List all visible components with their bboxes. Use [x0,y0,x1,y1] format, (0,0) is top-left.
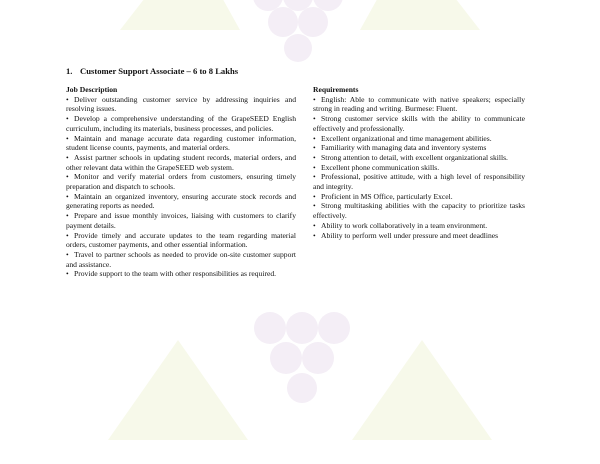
bullet-icon: • [313,94,316,104]
requirement-item-text: Excellent organizational and time management abilities. [321,133,492,143]
requirement-item-text: Ability to perform well under pressure and meet deadlines [321,230,499,240]
requirement-item-text: Strong attention to detail, with excellent organizational skills. [321,152,508,162]
bullet-icon: • [66,152,69,162]
job-description-item-text: Assist partner schools in updating student records, material orders, and other relevant data within the GrapeSEED web system. [66,152,296,172]
requirement-item-text: Professional, positive attitude, with a high level of responsibility and integrity. [313,172,525,192]
requirement-item [313,143,525,153]
bullet-icon: • [313,152,316,162]
job-description-item [66,269,296,279]
job-description-item [66,211,296,230]
job-description-item-text: Provide support to the team with other responsibilities as required. [74,269,277,279]
requirements-title: Requirements [313,85,359,94]
job-description-item [66,250,296,269]
requirements-list [313,95,525,241]
requirement-item-text: English: Able to communicate with native speakers; especially strong in reading and writing. Burmese: Fluent. [313,94,525,114]
bullet-icon: • [313,143,316,153]
requirement-item [313,114,525,133]
bullet-icon: • [313,133,316,143]
requirement-item-text: Ability to work collaboratively in a team environment. [321,220,488,230]
job-description-title: Job Description [66,85,118,94]
requirement-item [313,134,525,144]
job-description-item [66,231,296,250]
requirement-item [313,231,525,241]
bullet-icon: • [313,172,316,182]
job-description-item-text: Maintain and manage accurate data regarding customer information, student license counts, payments, and material orders. [66,133,296,153]
job-description-item-text: Provide timely and accurate updates to the team regarding material orders, customer payments, and other essential information. [66,230,296,250]
bullet-icon: • [66,133,69,143]
bullet-icon: • [313,191,316,201]
bullet-icon: • [313,162,316,172]
job-description-item-text: Maintain an organized inventory, ensuring accurate stock records and generating reports as needed. [66,191,296,211]
bullet-icon: • [66,211,69,221]
job-description-item [66,192,296,211]
job-description-item [66,153,296,172]
requirement-item [313,172,525,191]
job-description-column [66,85,296,279]
requirement-item-text: Strong customer service skills with the ability to communicate effectively and professionally. [313,114,525,133]
bullet-icon: • [313,230,316,240]
job-description-list [66,95,296,279]
requirement-item [313,192,525,202]
requirement-item-text: Familiarity with managing data and inventory systems [321,143,487,153]
job-description-item-text: Monitor and verify material orders from customers, ensuring timely preparation and dispatch to schools. [66,172,296,192]
section-heading [66,66,238,76]
bullet-icon: • [66,191,69,201]
requirement-item [313,201,525,220]
bullet-icon: • [66,230,69,240]
requirement-item-text: Strong multitasking abilities with the capacity to prioritize tasks effectively. [313,201,525,221]
requirement-item [313,95,525,114]
requirement-item [313,163,525,173]
job-description-item [66,95,296,114]
requirement-item-text: Excellent phone communication skills. [321,162,440,172]
job-description-item [66,114,296,133]
job-description-item-text: Deliver outstanding customer service by addressing inquiries and resolving issues. [66,94,296,114]
requirement-item [313,221,525,231]
section-number: 1. [66,66,73,76]
bullet-icon: • [313,201,316,211]
bullet-icon: • [66,172,69,182]
job-description-item-text: Prepare and issue monthly invoices, liaising with customers to clarify payment details. [66,211,296,230]
requirement-item-text: Proficient in MS Office, particularly Excel. [321,191,453,201]
job-description-item [66,134,296,153]
job-description-item-text: Develop a comprehensive understanding of the GrapeSEED English curriculum, including its materials, business processes, and policies. [66,114,296,133]
bullet-icon: • [66,114,69,124]
section-title: Customer Support Associate – 6 to 8 Lakhs [80,66,239,76]
bullet-icon: • [313,220,316,230]
bullet-icon: • [66,249,69,259]
bullet-icon: • [313,114,316,124]
requirement-item [313,153,525,163]
job-description-item-text: Travel to partner schools as needed to provide on-site customer support and assistance. [66,249,296,269]
bullet-icon: • [66,269,69,279]
bullet-icon: • [66,94,69,104]
job-description-item [66,172,296,191]
requirements-column [313,85,525,240]
